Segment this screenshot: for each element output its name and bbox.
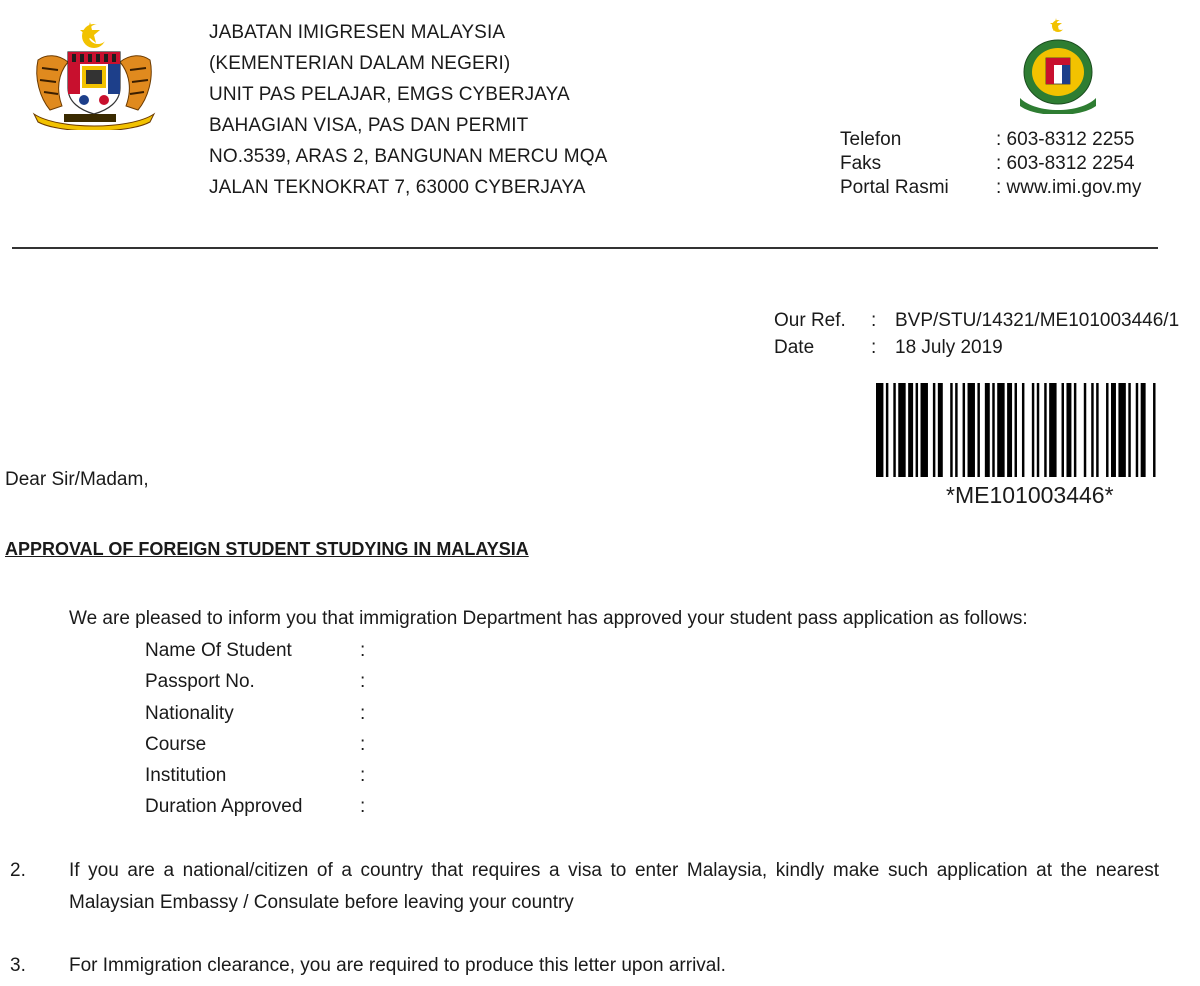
barcode: [876, 383, 1158, 477]
paragraph-number: 2.: [10, 860, 26, 881]
details-row: [145, 703, 366, 734]
barcode-bar: [933, 383, 935, 477]
reference-block: [774, 308, 1194, 362]
barcode-bar: [1153, 383, 1155, 477]
barcode-bar: [997, 383, 1004, 477]
contact-row: [840, 128, 1170, 152]
barcode-bar: [968, 383, 975, 477]
barcode-bar: [916, 383, 918, 477]
our-ref-label: Our Ref.: [774, 310, 846, 331]
contact-label: Faks: [840, 153, 882, 174]
barcode-bar: [977, 383, 979, 477]
details-colon: :: [360, 734, 366, 755]
coat-of-arms-emblem: [28, 18, 160, 130]
barcode-bar: [1106, 383, 1108, 477]
our-ref-row: [774, 308, 1194, 335]
barcode-bar: [1022, 383, 1024, 477]
barcode-bar: [1062, 383, 1064, 477]
details-label: Passport No.: [145, 671, 255, 692]
date-label: Date: [774, 337, 815, 358]
details-colon: :: [360, 640, 366, 661]
barcode-bar: [1084, 383, 1086, 477]
details-label: Duration Approved: [145, 796, 303, 817]
details-label: Name Of Student: [145, 640, 292, 661]
intro-paragraph: We are pleased to inform you that immigration Department has approved your student pass application as follows:: [69, 608, 1028, 629]
barcode-bar: [876, 383, 883, 477]
barcode-bars: [876, 383, 1158, 477]
contact-value: : 603-8312 2255: [996, 129, 1135, 150]
barcode-bar: [908, 383, 913, 477]
paragraph-number: 3.: [10, 955, 26, 976]
barcode-bar: [985, 383, 990, 477]
details-colon: :: [360, 796, 366, 817]
barcode-bar: [898, 383, 905, 477]
details-row: [145, 796, 366, 827]
barcode-bar: [1141, 383, 1146, 477]
our-ref-value: BVP/STU/14321/ME101003446/1: [895, 310, 1180, 331]
immigration-crest-emblem: [1012, 18, 1104, 114]
barcode-bar: [955, 383, 957, 477]
barcode-bar: [1032, 383, 1034, 477]
barcode-bar: [1128, 383, 1130, 477]
barcode-bar: [1074, 383, 1076, 477]
letterhead: [209, 17, 607, 203]
contact-value: : www.imi.gov.my: [996, 177, 1142, 198]
letterhead-line: UNIT PAS PELAJAR, EMGS CYBERJAYA: [209, 84, 570, 105]
barcode-bar: [1066, 383, 1071, 477]
barcode-bar: [963, 383, 965, 477]
ref-colon: :: [871, 310, 877, 331]
date-row: [774, 335, 1194, 362]
details-label: Institution: [145, 765, 227, 786]
contact-value: : 603-8312 2254: [996, 153, 1135, 174]
details-row: [145, 640, 366, 671]
letterhead-line: JABATAN IMIGRESEN MALAYSIA: [209, 22, 506, 43]
contact-row: [840, 176, 1170, 200]
barcode-bar: [1044, 383, 1046, 477]
ref-colon: :: [871, 337, 877, 358]
barcode-bar: [921, 383, 928, 477]
barcode-bar: [886, 383, 888, 477]
barcode-bar: [1015, 383, 1017, 477]
details-row: [145, 765, 366, 796]
header-divider: [12, 247, 1158, 249]
barcode-bar: [1096, 383, 1098, 477]
barcode-bar: [950, 383, 952, 477]
barcode-bar: [893, 383, 895, 477]
paragraph-line: If you are a national/citizen of a country that requires a visa to enter Malaysia, kindly make such application at the nearest: [69, 860, 1159, 881]
letterhead-line: NO.3539, ARAS 2, BANGUNAN MERCU MQA: [209, 146, 608, 167]
details-colon: :: [360, 671, 366, 692]
barcode-bar: [1049, 383, 1056, 477]
details-colon: :: [360, 765, 366, 786]
barcode-bar: [1111, 383, 1116, 477]
salutation: Dear Sir/Madam,: [5, 469, 149, 490]
barcode-bar: [1091, 383, 1093, 477]
contact-label: Telefon: [840, 129, 902, 150]
paragraph-line: For Immigration clearance, you are required to produce this letter upon arrival.: [69, 955, 726, 976]
letterhead-line: JALAN TEKNOKRAT 7, 63000 CYBERJAYA: [209, 177, 586, 198]
paragraph-line: Malaysian Embassy / Consulate before leaving your country: [69, 892, 574, 913]
barcode-bar: [1007, 383, 1012, 477]
barcode-text: *ME101003446*: [946, 482, 1114, 508]
letterhead-line: (KEMENTERIAN DALAM NEGERI): [209, 53, 511, 74]
barcode-bar: [992, 383, 994, 477]
barcode-bar: [1118, 383, 1125, 477]
details-label: Nationality: [145, 703, 234, 724]
letterhead-line: BAHAGIAN VISA, PAS DAN PERMIT: [209, 115, 529, 136]
details-colon: :: [360, 703, 366, 724]
barcode-bar: [938, 383, 943, 477]
date-value: 18 July 2019: [895, 337, 1003, 358]
contact-label: Portal Rasmi: [840, 177, 949, 198]
details-row: [145, 671, 366, 702]
barcode-bar: [1037, 383, 1039, 477]
barcode-bar: [1136, 383, 1138, 477]
contact-block: [840, 128, 1170, 200]
details-row: [145, 734, 366, 765]
details-label: Course: [145, 734, 207, 755]
subject-heading: APPROVAL OF FOREIGN STUDENT STUDYING IN MALAYSIA: [5, 539, 529, 559]
contact-row: [840, 152, 1170, 176]
